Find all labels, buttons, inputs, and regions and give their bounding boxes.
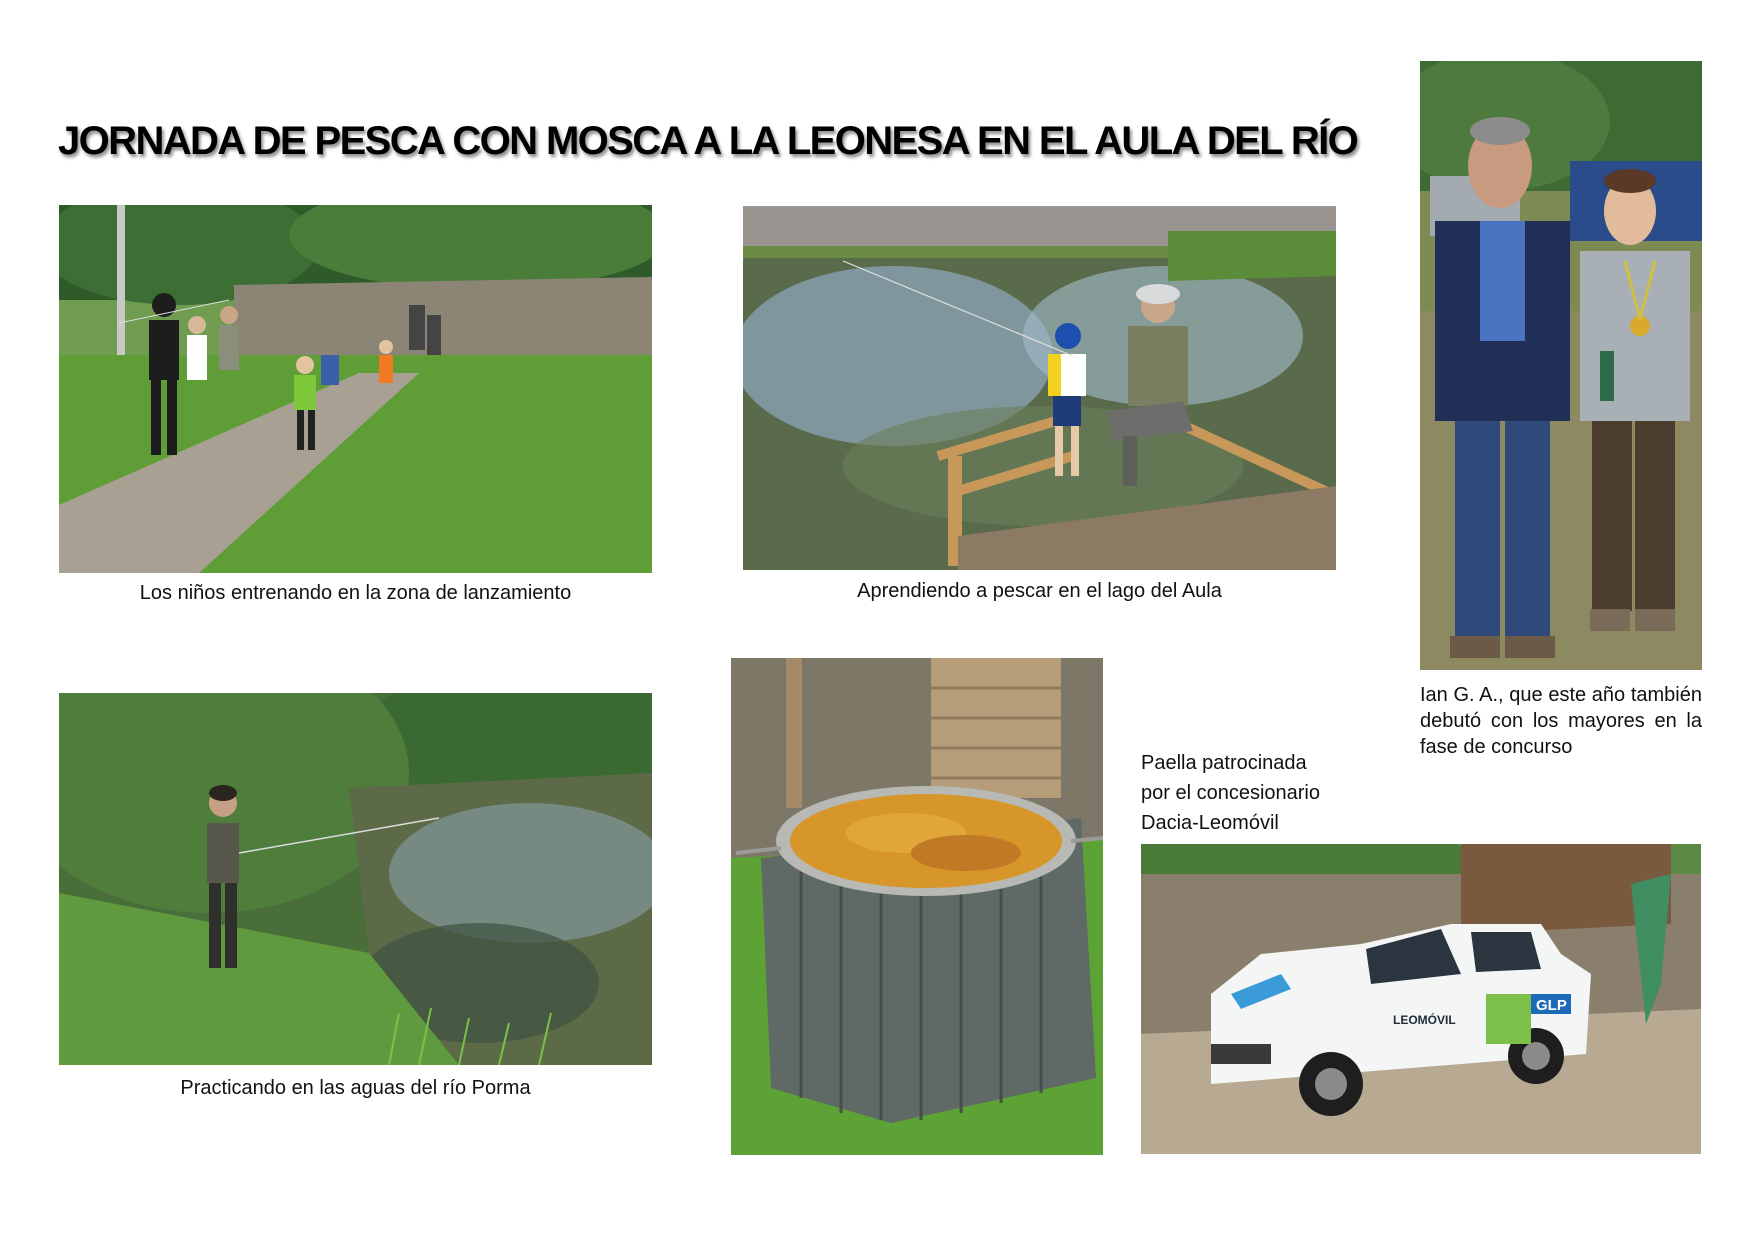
photo-river [59,693,652,1065]
caption-portrait: Ian G. A., que este año también debutó con los mayores en la fase de concurso [1420,684,1702,758]
caption-river: Practicando en las aguas del río Porma [180,1077,531,1099]
page-title: JORNADA DE PESCA CON MOSCA A LA LEONESA EN EL AULA DEL RÍO [58,118,1358,163]
photo-casting-zone [59,205,652,573]
photo-paella [731,658,1103,1155]
photo-car [1141,844,1701,1154]
caption-lake: Aprendiendo a pescar en el lago del Aula [857,580,1222,602]
photo-portrait [1420,61,1702,670]
car-glp-text: GLP [1536,997,1567,1014]
caption-casting-zone: Los niños entrenando en la zona de lanzamiento [139,582,572,604]
photo-lake [743,206,1336,570]
car-brand-text: LEOMÓVIL [1393,1013,1456,1027]
caption-paella: Paella patrocinada por el concesionario Dacia-Leomóvil [1141,752,1320,834]
